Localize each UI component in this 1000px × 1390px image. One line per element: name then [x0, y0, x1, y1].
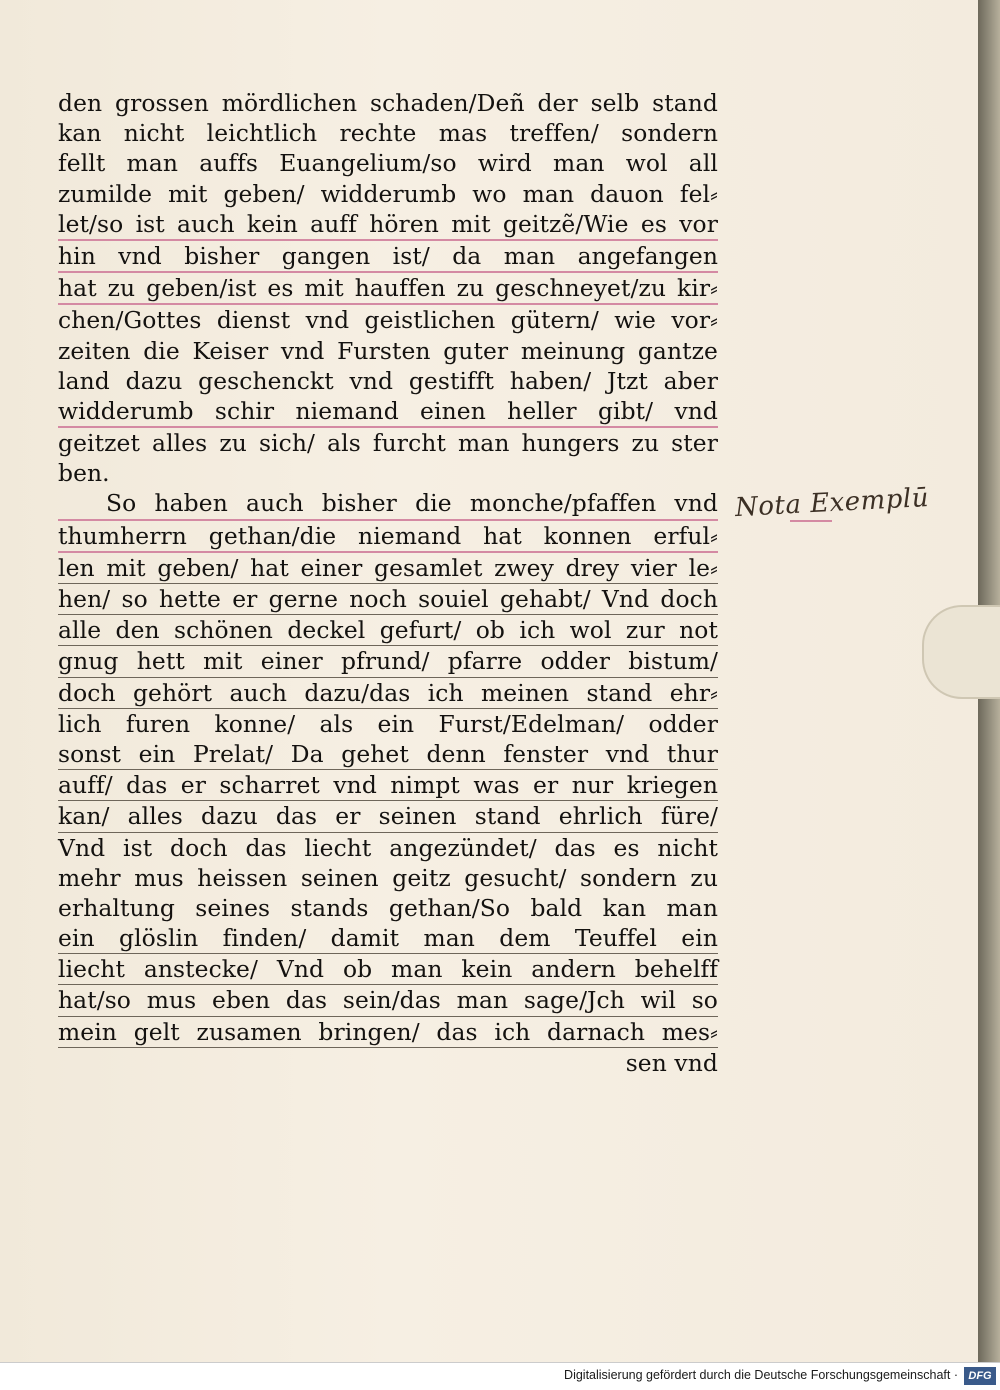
text-line: mein gelt zusamen bringen/ das ich darnach mes⸗: [58, 1017, 718, 1048]
text-line: hen/ so hette er gerne noch souiel gehabt/ Vnd doch: [58, 584, 718, 615]
text-line: land dazu geschenckt vnd gestifft haben/ Jtzt aber: [58, 366, 718, 395]
text-line: sonst ein Prelat/ Da gehet denn fenster vnd thur: [58, 739, 718, 770]
text-line: kan/ alles dazu das er seinen stand ehrlich füre/: [58, 801, 718, 832]
text-line: hin vnd bisher gangen ist/ da man angefangen: [58, 241, 718, 273]
margin-note-underline: [790, 520, 832, 522]
text-line: alle den schönen deckel gefurt/ ob ich wol zur not: [58, 615, 718, 646]
page-tab: [922, 605, 1000, 699]
text-line: auff/ das er scharret vnd nimpt was er nur kriegen: [58, 770, 718, 801]
text-line: zumilde mit geben/ widderumb wo man dauon fel⸗: [58, 179, 718, 208]
text-line: zeiten die Keiser vnd Fursten guter meinung gantze: [58, 336, 718, 365]
text-line: den grossen mördlichen schaden/Deñ der selb stand: [58, 89, 718, 117]
text-line: So haben auch bisher die monche/pfaffen vnd: [58, 488, 718, 520]
text-block: [58, 88, 718, 1078]
text-line: liecht anstecke/ Vnd ob man kein andern behelff: [58, 954, 718, 985]
text-line: widderumb schir niemand einen heller gibt/ vnd: [58, 396, 718, 428]
margin-note: Nota Exemplū: [734, 482, 930, 524]
text-line: thumherrn gethan/die niemand hat konnen erful⸗: [58, 521, 718, 553]
text-line: ben.: [58, 459, 110, 488]
text-line: len mit geben/ hat einer gesamlet zwey drey vier le⸗: [58, 553, 718, 584]
text-line: mehr mus heissen seinen geitz gesucht/ sondern zu: [58, 863, 718, 892]
text-line: erhaltung seines stands gethan/So bald kan man: [58, 893, 718, 922]
text-line: fellt man auffs Euangelium/so wird man wol all: [58, 149, 718, 178]
text-line: let/so ist auch kein auff hören mit geitzẽ/Wie es vor: [58, 209, 718, 241]
text-line: hat zu geben/ist es mit hauffen zu geschneyet/zu kir⸗: [58, 273, 718, 305]
text-line: ein glöslin finden/ damit man dem Teuffel ein: [58, 923, 718, 954]
text-line: lich furen konne/ als ein Furst/Edelman/ odder: [58, 709, 718, 738]
text-line: chen/Gottes dienst vnd geistlichen gütern/ wie vor⸗: [58, 306, 718, 335]
text-line: geitzet alles zu sich/ als furcht man hungers zu ster: [58, 429, 718, 458]
footer-credit: Digitalisierung gefördert durch die Deutsche Forschungsgemeinschaft ·: [564, 1368, 958, 1382]
dfg-logo: DFG: [964, 1367, 996, 1385]
text-line: kan nicht leichtlich rechte mas treffen/ sondern: [58, 119, 718, 148]
text-line: doch gehört auch dazu/das ich meinen stand ehr⸗: [58, 678, 718, 709]
footer-bar: [0, 1362, 1000, 1390]
text-line: Vnd ist doch das liecht angezündet/ das es nicht: [58, 833, 718, 862]
catchword: sen vnd: [625, 1048, 718, 1077]
text-line: gnug hett mit einer pfrund/ pfarre odder bistum/: [58, 646, 718, 677]
text-line: hat/so mus eben das sein/das man sage/Jch wil so: [58, 985, 718, 1016]
